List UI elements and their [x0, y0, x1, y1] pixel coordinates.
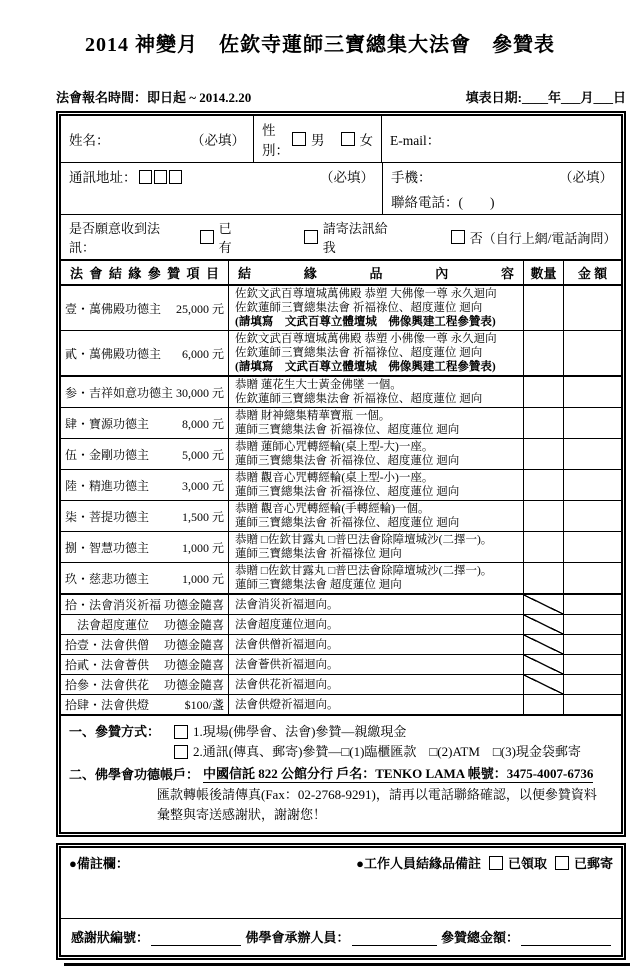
- signature-row: [61, 919, 621, 955]
- item-name: 肆・寶源功德主: [65, 416, 150, 431]
- remarks-label[interactable]: ●備註欄：: [69, 856, 129, 871]
- item-name-cell: [61, 377, 229, 407]
- quantity-cell[interactable]: [524, 595, 564, 614]
- quantity-cell[interactable]: [524, 635, 564, 654]
- email-field[interactable]: [382, 116, 621, 162]
- item-name: 貳・萬佛殿功德主: [65, 346, 162, 361]
- certificate-number-field: [71, 927, 241, 946]
- applicant-row-2: [61, 163, 621, 215]
- meta-row: [56, 87, 626, 106]
- name-required-hint: （必填）: [191, 133, 245, 148]
- amount-cell[interactable]: [564, 408, 621, 438]
- newsletter-send-label: 請寄法訊給我: [322, 221, 388, 255]
- table-row: [61, 377, 621, 408]
- item-desc-line: 恭贈 觀音心咒轉經輪(手轉經輪)一個。: [235, 503, 430, 515]
- item-desc-line: 恭贈 財神總集精華寶瓶 一個。: [235, 410, 391, 422]
- item-desc-line: 蓮師三寶總集法會 祈福祿位、超度蓮位 迴向: [235, 486, 460, 498]
- quantity-cell[interactable]: [524, 377, 564, 407]
- gender-label: 性別：: [262, 123, 289, 158]
- amount-cell[interactable]: [564, 286, 621, 330]
- item-desc-cell: [229, 501, 524, 531]
- item-desc-line: 佐欽蓮師三寶總集法會 祈福祿位、超度蓮位 迴向: [235, 302, 483, 314]
- item-price: 30,000 元: [175, 385, 224, 400]
- amount-cell[interactable]: [564, 635, 621, 654]
- item-desc-cell: [229, 595, 524, 614]
- item-price: 25,000 元: [175, 301, 224, 316]
- amount-cell[interactable]: [564, 470, 621, 500]
- item-name-cell: [61, 501, 229, 531]
- item-desc-cell: [229, 675, 524, 694]
- newsletter-label: 是否願意收到法訊：: [69, 221, 161, 255]
- amount-cell[interactable]: [564, 563, 621, 593]
- item-desc-line: 蓮師三寶總集法會 祈福祿位 迴向: [235, 548, 402, 560]
- amount-cell[interactable]: [564, 655, 621, 674]
- table-row: [61, 331, 621, 377]
- table-row: [61, 595, 621, 615]
- item-price: 功德金隨喜: [163, 638, 224, 652]
- table-row: [61, 439, 621, 470]
- item-name: 捌・智慧功德主: [65, 540, 150, 555]
- applicant-row-1: [61, 116, 621, 163]
- gender-male-checkbox[interactable]: [292, 132, 306, 146]
- address-required-hint: （必填）: [320, 170, 374, 185]
- handler-blank[interactable]: [352, 932, 437, 946]
- contact-phone-label: 聯絡電話：( ): [391, 195, 495, 210]
- item-desc-line: 法會薈供祈福迴向。: [235, 658, 339, 671]
- table-row: [61, 675, 621, 695]
- item-desc-line: 恭贈 □佐欽甘露丸 □普巴法會除障壇城沙(二擇一)。: [235, 534, 493, 546]
- item-name-cell: [61, 470, 229, 500]
- item-desc-cell: [229, 563, 524, 593]
- quantity-cell[interactable]: [524, 563, 564, 593]
- quantity-cell[interactable]: [524, 655, 564, 674]
- item-price: 1,000 元: [181, 571, 224, 586]
- staff-note-label: ●工作人員結緣品備註: [356, 856, 481, 871]
- col-header-amount: 金 額: [577, 266, 608, 281]
- handler-label: 佛學會承辦人員：: [245, 930, 350, 945]
- table-row: [61, 635, 621, 655]
- item-name-cell: [61, 439, 229, 469]
- item-desc-cell: [229, 695, 524, 714]
- address-label: 通訊地址：: [69, 170, 137, 185]
- item-desc-line: 法會供花祈福迴向。: [235, 678, 339, 691]
- item-desc-line: 蓮師三寶總集法會 超度蓮位 迴向: [235, 579, 402, 591]
- postal-code-box[interactable]: [139, 170, 152, 184]
- staff-received-label: 已領取: [507, 856, 547, 871]
- staff-mailed-checkbox[interactable]: [555, 856, 569, 870]
- certificate-number-label: 感謝狀編號：: [71, 930, 150, 945]
- item-price: 5,000 元: [181, 447, 224, 462]
- name-label: 姓名：: [69, 133, 110, 148]
- item-desc-line: 蓮師三寶總集法會 祈福祿位、超度蓮位 迴向: [235, 424, 460, 436]
- item-name-cell: [61, 408, 229, 438]
- amount-cell[interactable]: [564, 377, 621, 407]
- item-price: 6,000 元: [181, 346, 224, 361]
- item-desc-line: 恭贈 □佐欽甘露丸 □普巴法會除障壇城沙(二擇一)。: [235, 565, 493, 577]
- table-row: [61, 286, 621, 331]
- item-desc-line: 蓮師三寶總集法會 祈福祿位、超度蓮位 迴向: [235, 455, 460, 467]
- payment-onsite-checkbox[interactable]: [174, 725, 188, 739]
- postal-code-box[interactable]: [169, 170, 182, 184]
- item-price: $100/盞: [184, 698, 224, 712]
- item-desc-line: 恭贈 蓮花生大士黃金佛墜 一個。: [235, 379, 402, 391]
- item-desc-cell: [229, 331, 524, 375]
- amount-cell[interactable]: [564, 615, 621, 634]
- item-desc-line: 法會供燈祈福迴向。: [235, 698, 339, 711]
- quantity-cell[interactable]: [524, 532, 564, 562]
- item-price: 1,000 元: [181, 540, 224, 555]
- table-row: [61, 501, 621, 532]
- item-name-cell: [61, 595, 229, 614]
- item-name: 拾貳・法會薈供: [65, 658, 150, 672]
- quantity-cell[interactable]: [524, 286, 564, 330]
- quantity-cell[interactable]: [524, 675, 564, 694]
- payment-onsite-label: 1.現場(佛學會、法會)參贊—親繳現金: [193, 724, 407, 739]
- amount-cell[interactable]: [564, 331, 621, 375]
- item-price: 3,000 元: [181, 478, 224, 493]
- email-label: E-mail：: [390, 133, 441, 148]
- item-desc-line: 法會超度蓮位迴向。: [235, 618, 339, 631]
- payment-option-remote: [174, 743, 581, 760]
- total-amount-blank[interactable]: [521, 932, 611, 946]
- item-price: 功德金隨喜: [163, 678, 224, 692]
- payment-method-label: 一、參贊方式：: [69, 724, 161, 739]
- item-name-cell: [61, 331, 229, 375]
- phone-fields: [383, 163, 621, 214]
- mobile-label: 手機：: [391, 170, 432, 185]
- item-name: 拾・法會消災祈福: [65, 598, 162, 612]
- item-desc-line: 法會消災祈福迴向。: [235, 598, 339, 611]
- payment-remote-checkbox[interactable]: [174, 745, 188, 759]
- payment-note-line2: 彙整與寄送感謝狀，謝謝您！: [157, 807, 327, 822]
- item-name-cell: [61, 655, 229, 674]
- table-row: [61, 655, 621, 675]
- item-desc-cell: [229, 439, 524, 469]
- item-rows: [61, 286, 621, 716]
- gender-male-label: 男: [311, 133, 325, 148]
- donation-account-value: 中國信託 822 公館分行 戶名：TENKO LAMA 帳號：3475-4007-6736: [203, 766, 594, 781]
- item-desc-line: (請填寫 文武百尊立體壇城 佛像興建工程參贊表): [235, 316, 496, 328]
- amount-cell[interactable]: [564, 532, 621, 562]
- table-row: [61, 615, 621, 635]
- item-desc-cell: [229, 655, 524, 674]
- item-desc-line: (請填寫 文武百尊立體壇城 佛像興建工程參贊表): [235, 361, 496, 373]
- item-desc-line: 佐欽文武百尊壇城萬佛殿 恭塑 大佛像一尊 永久迴向: [235, 288, 497, 300]
- table-row: [61, 470, 621, 501]
- item-desc-cell: [229, 470, 524, 500]
- col-header-item: 法 會 結 緣 參 贊 項 目: [61, 261, 229, 284]
- item-name-cell: [61, 675, 229, 694]
- payment-section: [61, 716, 621, 832]
- newsletter-no-checkbox[interactable]: [451, 230, 465, 244]
- newsletter-have-checkbox[interactable]: [200, 230, 214, 244]
- item-desc-line: 蓮師三寶總集法會 祈福祿位、超度蓮位 迴向: [235, 517, 460, 529]
- item-desc-cell: [229, 615, 524, 634]
- table-row: [61, 695, 621, 716]
- item-desc-cell: [229, 408, 524, 438]
- remarks-row: [61, 848, 621, 919]
- staff-mailed-label: 已郵寄: [573, 856, 613, 871]
- item-name-cell: [61, 635, 229, 654]
- payment-note-line1: 匯款轉帳後請傳真(Fax：02-2768-9291)，請再以電話聯絡確認，以便參贊資料: [157, 787, 597, 802]
- item-name-cell: [61, 286, 229, 330]
- total-amount-label: 參贊總金額：: [440, 930, 519, 945]
- item-desc-line: 法會供僧祈福迴向。: [235, 638, 339, 651]
- quantity-cell[interactable]: [524, 615, 564, 634]
- item-desc-cell: [229, 635, 524, 654]
- table-header-row: [61, 261, 621, 286]
- certificate-number-blank[interactable]: [151, 932, 241, 946]
- newsletter-row: [61, 215, 621, 261]
- item-name-cell: [61, 695, 229, 714]
- item-name: 法會超度蓮位: [65, 618, 150, 632]
- col-header-qty: 數量: [524, 261, 564, 284]
- newsletter-have-label: 已有: [218, 221, 232, 255]
- item-desc-cell: [229, 377, 524, 407]
- item-price: 功德金隨喜: [163, 658, 224, 672]
- postal-code-box[interactable]: [154, 170, 167, 184]
- amount-cell[interactable]: [564, 595, 621, 614]
- item-name: 拾壹・法會供僧: [65, 638, 150, 652]
- name-field[interactable]: [61, 116, 254, 162]
- table-row: [61, 563, 621, 595]
- item-desc-line: 佐欽文武百尊壇城萬佛殿 恭塑 小佛像一尊 永久迴向: [235, 333, 497, 345]
- item-name-cell: [61, 532, 229, 562]
- item-desc-cell: [229, 286, 524, 330]
- item-desc-line: 恭贈 觀音心咒轉經輪(桌上型-小)一座。: [235, 472, 434, 484]
- quantity-cell[interactable]: [524, 695, 564, 714]
- newsletter-send-checkbox[interactable]: [304, 230, 318, 244]
- mobile-required-hint: （必填）: [559, 170, 613, 185]
- page-title: 2014 神變月 佐欽寺蓮師三寶總集大法會 參贊表: [85, 34, 555, 56]
- signup-period-label: 法會報名時間：即日起 ~ 2014.2.20: [56, 90, 252, 105]
- amount-cell[interactable]: [564, 695, 621, 714]
- quantity-cell[interactable]: [524, 439, 564, 469]
- amount-cell[interactable]: [564, 501, 621, 531]
- gender-female-checkbox[interactable]: [341, 132, 355, 146]
- quantity-cell[interactable]: [524, 331, 564, 375]
- item-name: 陸・精進功德主: [65, 478, 150, 493]
- contact-phone-field[interactable]: [391, 191, 613, 211]
- item-price: 8,000 元: [181, 416, 224, 431]
- newsletter-no-label: 否（自行上網/電話詢問）: [469, 230, 617, 246]
- staff-note-group: [356, 853, 613, 872]
- table-row: [61, 532, 621, 563]
- payment-remote-label: 2.通訊(傳真、郵寄)參贊—□(1)臨櫃匯款 □(2)ATM □(3)現金袋郵寄: [193, 744, 581, 759]
- remarks-box: [56, 843, 626, 960]
- handler-field: [245, 927, 436, 946]
- item-price: 功德金隨喜: [163, 618, 224, 632]
- fill-date-label[interactable]: 填表日期:____年___月___日: [465, 90, 626, 105]
- payment-option-onsite: [174, 723, 581, 740]
- amount-cell[interactable]: [564, 675, 621, 694]
- item-name: 壹・萬佛殿功德主: [65, 301, 162, 316]
- donation-account-label: 二、佛學會功德帳戶：: [69, 767, 200, 782]
- mobile-field[interactable]: [391, 166, 613, 186]
- item-name: 拾肆・法會供燈: [65, 698, 150, 712]
- item-desc-cell: [229, 532, 524, 562]
- quantity-cell[interactable]: [524, 470, 564, 500]
- item-name: 柒・菩提功德主: [65, 509, 150, 524]
- address-field[interactable]: [61, 163, 383, 214]
- table-row: [61, 408, 621, 439]
- item-desc-line: 佐欽蓮師三寶總集法會 祈福祿位、超度蓮位 迴向: [235, 393, 483, 405]
- quantity-cell[interactable]: [524, 408, 564, 438]
- main-form-box: [56, 111, 626, 837]
- item-desc-line: 佐欽蓮師三寶總集法會 祈福祿位、超度蓮位 迴向: [235, 347, 483, 359]
- col-header-desc: 結 緣 品 內 容: [229, 261, 524, 284]
- item-name: 参・吉祥如意功德主: [65, 385, 174, 400]
- item-name: 拾參・法會供花: [65, 678, 150, 692]
- item-desc-line: 恭贈 蓮師心咒轉經輪(桌上型-大)一座。: [235, 441, 434, 453]
- item-price: 1,500 元: [181, 509, 224, 524]
- item-price: 功德金隨喜: [163, 598, 224, 612]
- gender-female-label: 女: [359, 133, 373, 148]
- item-name: 玖・慈悲功德主: [65, 571, 150, 586]
- item-name: 伍・金剛功德主: [65, 447, 150, 462]
- item-name-cell: [61, 615, 229, 634]
- amount-cell[interactable]: [564, 439, 621, 469]
- item-name-cell: [61, 563, 229, 593]
- quantity-cell[interactable]: [524, 501, 564, 531]
- total-amount-field: [441, 927, 611, 946]
- staff-received-checkbox[interactable]: [489, 856, 503, 870]
- gender-field: [254, 116, 382, 162]
